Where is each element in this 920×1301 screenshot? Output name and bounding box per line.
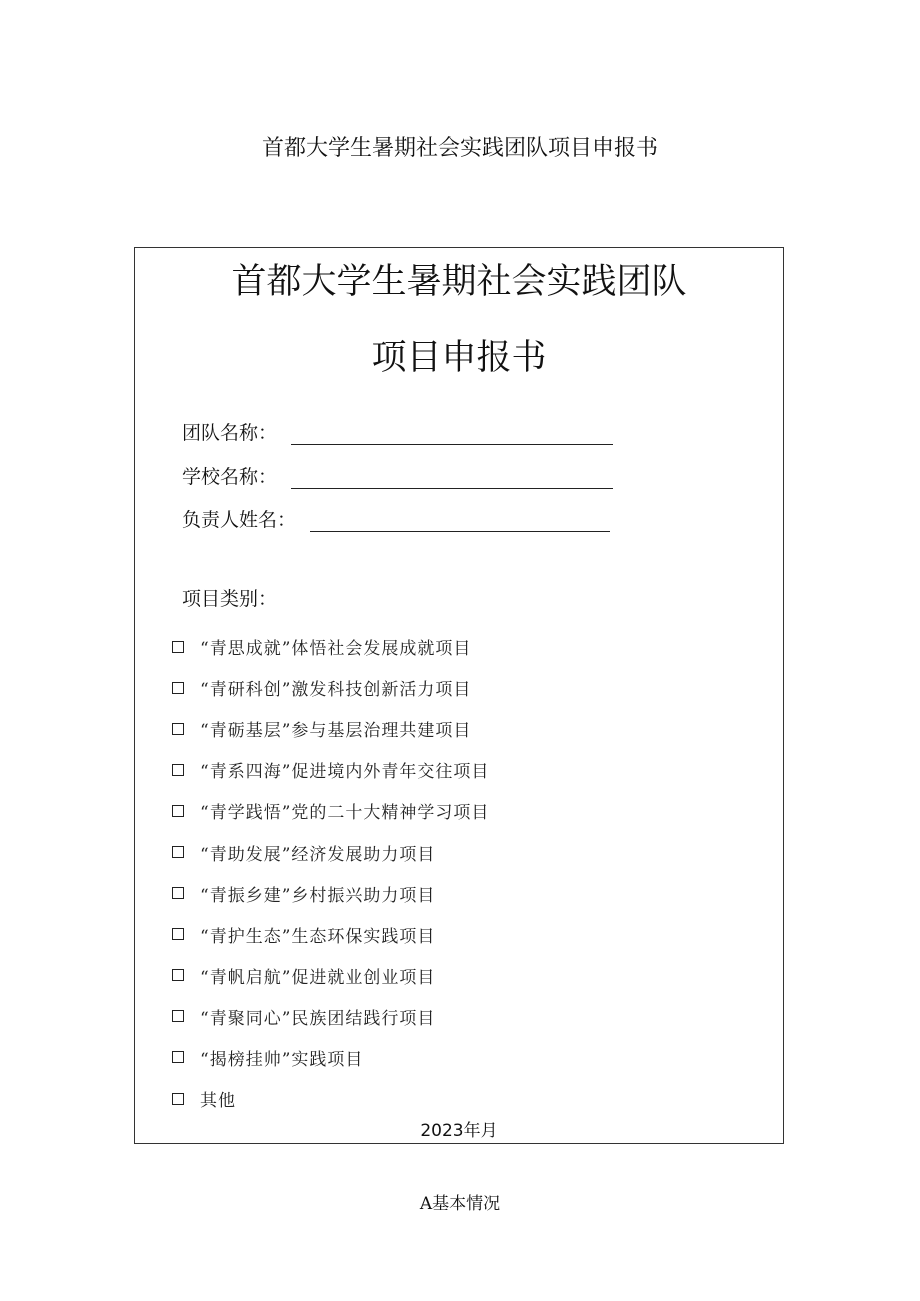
category-text: “青聚同心”民族团结践行项目 [200, 1008, 436, 1029]
team-name-blank[interactable] [291, 426, 613, 445]
category-text: “青思成就”体悟社会发展成就项目 [200, 639, 472, 660]
category-item[interactable] [172, 996, 489, 1037]
category-item[interactable] [172, 667, 489, 708]
category-text: “青助发展”经济发展助力项目 [200, 844, 436, 865]
cover-frame [134, 247, 784, 1144]
school-name-label: 学校名称： [182, 466, 278, 488]
checkbox[interactable] [172, 1051, 184, 1063]
category-text: “青研科创”激发科技创新活力项目 [200, 680, 472, 701]
category-item[interactable] [172, 831, 489, 872]
category-item[interactable] [172, 749, 489, 790]
date-line: 2023年月 [420, 1121, 498, 1141]
team-name-label: 团队名称： [182, 422, 278, 444]
category-item[interactable] [172, 790, 489, 831]
category-text: “青砺基层”参与基层治理共建项目 [200, 721, 472, 742]
leader-name-label: 负责人姓名： [182, 509, 297, 531]
checkbox[interactable] [172, 1010, 184, 1022]
category-text: “青护生态”生态环保实践项目 [200, 926, 436, 947]
leader-name-blank[interactable] [310, 513, 610, 532]
school-name-blank[interactable] [291, 470, 613, 489]
cover-title-line1: 首都大学生暑期社会实践团队 [231, 262, 687, 302]
checkbox[interactable] [172, 887, 184, 899]
cover-title-line2: 项目申报书 [371, 338, 547, 378]
leader-name-field[interactable] [182, 505, 610, 532]
category-item[interactable] [172, 955, 489, 996]
checkbox[interactable] [172, 969, 184, 981]
section-heading: A基本情况 [419, 1194, 501, 1214]
checkbox[interactable] [172, 641, 184, 653]
category-item[interactable] [172, 1078, 489, 1119]
category-text: “揭榜挂帅”实践项目 [200, 1049, 364, 1070]
category-list [172, 626, 489, 1119]
category-item[interactable] [172, 708, 489, 749]
category-text: “青振乡建”乡村振兴助力项目 [200, 885, 436, 906]
category-text: “青学践悟”党的二十大精神学习项目 [200, 803, 490, 824]
category-text: “青系四海”促进境内外青年交往项目 [200, 762, 490, 783]
checkbox[interactable] [172, 764, 184, 776]
category-text: 其他 [200, 1091, 236, 1112]
category-item[interactable] [172, 1037, 489, 1078]
page-title: 首都大学生暑期社会实践团队项目申报书 [261, 136, 658, 161]
category-label: 项目类别： [182, 588, 278, 610]
checkbox[interactable] [172, 928, 184, 940]
category-item[interactable] [172, 873, 489, 914]
checkbox[interactable] [172, 805, 184, 817]
school-name-field[interactable] [182, 462, 613, 489]
checkbox[interactable] [172, 846, 184, 858]
team-name-field[interactable] [182, 418, 613, 445]
checkbox[interactable] [172, 682, 184, 694]
checkbox[interactable] [172, 723, 184, 735]
category-item[interactable] [172, 626, 489, 667]
category-item[interactable] [172, 914, 489, 955]
checkbox[interactable] [172, 1093, 184, 1105]
category-text: “青帆启航”促进就业创业项目 [200, 967, 436, 988]
